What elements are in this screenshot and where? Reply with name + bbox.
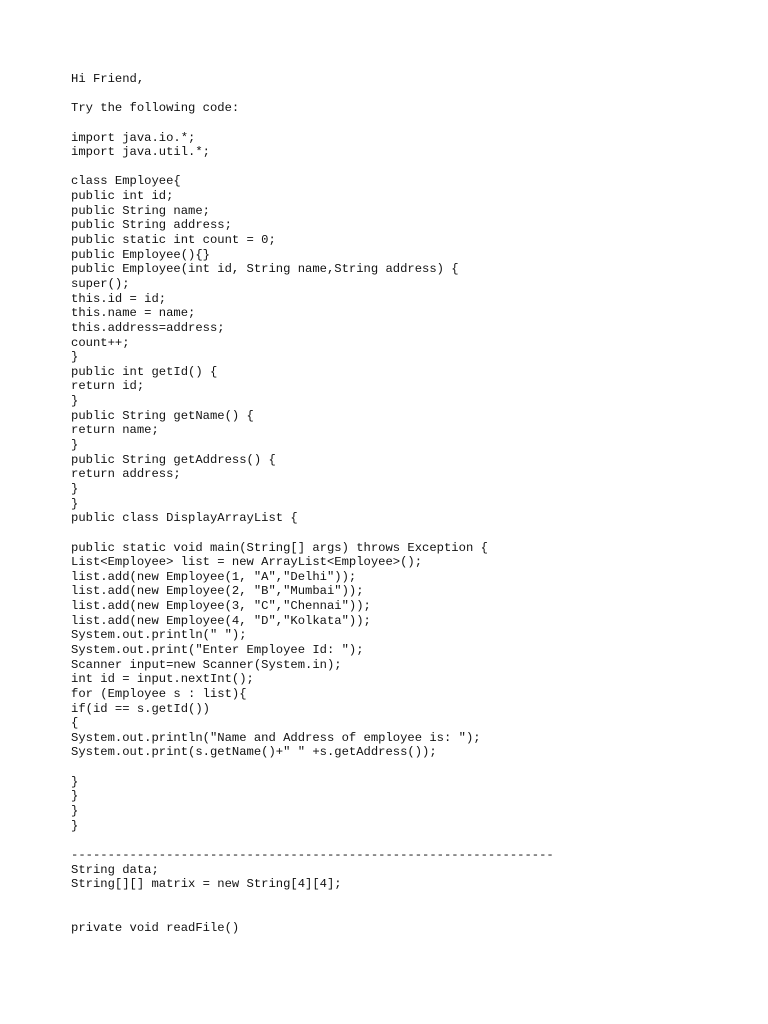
code-line: public static int count = 0; bbox=[71, 233, 276, 248]
code-line: } bbox=[71, 438, 79, 453]
code-line: import java.io.*; bbox=[71, 130, 196, 145]
code-line: list.add(new Employee(2, "B","Mumbai")); bbox=[71, 584, 364, 599]
blank-line bbox=[71, 760, 761, 775]
code-line: } bbox=[71, 394, 79, 409]
code-line: int id = input.nextInt(); bbox=[71, 672, 254, 687]
code-line: super(); bbox=[71, 276, 130, 291]
code-line: this.name = name; bbox=[71, 306, 196, 321]
code-line: public String getAddress() { bbox=[71, 452, 276, 467]
code-line: public String name; bbox=[71, 203, 210, 218]
code-line: public Employee(int id, String name,String address) { bbox=[71, 262, 459, 277]
code-line: public static void main(String[] args) throws Exception { bbox=[71, 540, 488, 555]
code-line: if(id == s.getId()) bbox=[71, 701, 210, 716]
code-line: for (Employee s : list){ bbox=[71, 686, 247, 701]
blank-line bbox=[71, 833, 761, 848]
blank-line bbox=[71, 87, 761, 102]
message-text-line: Try the following code: bbox=[71, 101, 240, 116]
code-line: } bbox=[71, 350, 79, 365]
separator-line: ------------------------------------------------------------------ bbox=[71, 847, 554, 862]
code-line: return address; bbox=[71, 467, 181, 482]
blank-line bbox=[71, 892, 761, 907]
code-line: return id; bbox=[71, 379, 145, 394]
code-line: } bbox=[71, 818, 79, 833]
code-line: public String address; bbox=[71, 218, 232, 233]
code-line: String[][] matrix = new String[4][4]; bbox=[71, 877, 342, 892]
document-body bbox=[71, 72, 761, 936]
code-line: System.out.print(s.getName()+" " +s.getAddress()); bbox=[71, 745, 437, 760]
code-line: } bbox=[71, 496, 79, 511]
code-line: } bbox=[71, 481, 79, 496]
code-line: list.add(new Employee(4, "D","Kolkata")); bbox=[71, 613, 371, 628]
code-line: this.address=address; bbox=[71, 320, 225, 335]
code-line: } bbox=[71, 789, 79, 804]
code-line: List<Employee> list = new ArrayList<Employee>(); bbox=[71, 555, 423, 570]
blank-line bbox=[71, 526, 761, 541]
code-line: list.add(new Employee(3, "C","Chennai")); bbox=[71, 599, 371, 614]
code-line: class Employee{ bbox=[71, 174, 181, 189]
code-line: public String getName() { bbox=[71, 408, 254, 423]
code-line: list.add(new Employee(1, "A","Delhi")); bbox=[71, 569, 357, 584]
code-line: import java.util.*; bbox=[71, 145, 210, 160]
code-line: return name; bbox=[71, 423, 159, 438]
code-line: this.id = id; bbox=[71, 291, 167, 306]
code-line: private void readFile() bbox=[71, 921, 240, 936]
code-line: public int id; bbox=[71, 189, 174, 204]
code-line: public class DisplayArrayList { bbox=[71, 511, 298, 526]
code-line: { bbox=[71, 716, 79, 731]
code-line: } bbox=[71, 774, 79, 789]
code-line: System.out.print("Enter Employee Id: "); bbox=[71, 642, 364, 657]
code-line: public int getId() { bbox=[71, 364, 218, 379]
code-line: public Employee(){} bbox=[71, 247, 210, 262]
code-line: System.out.println(" "); bbox=[71, 628, 247, 643]
code-line: String data; bbox=[71, 862, 159, 877]
blank-line bbox=[71, 116, 761, 131]
code-line: System.out.println("Name and Address of employee is: "); bbox=[71, 730, 481, 745]
message-text-line: Hi Friend, bbox=[71, 72, 145, 86]
blank-line bbox=[71, 160, 761, 175]
code-line: } bbox=[71, 804, 79, 819]
blank-line bbox=[71, 907, 761, 922]
code-line: count++; bbox=[71, 335, 130, 350]
code-line: Scanner input=new Scanner(System.in); bbox=[71, 657, 342, 672]
